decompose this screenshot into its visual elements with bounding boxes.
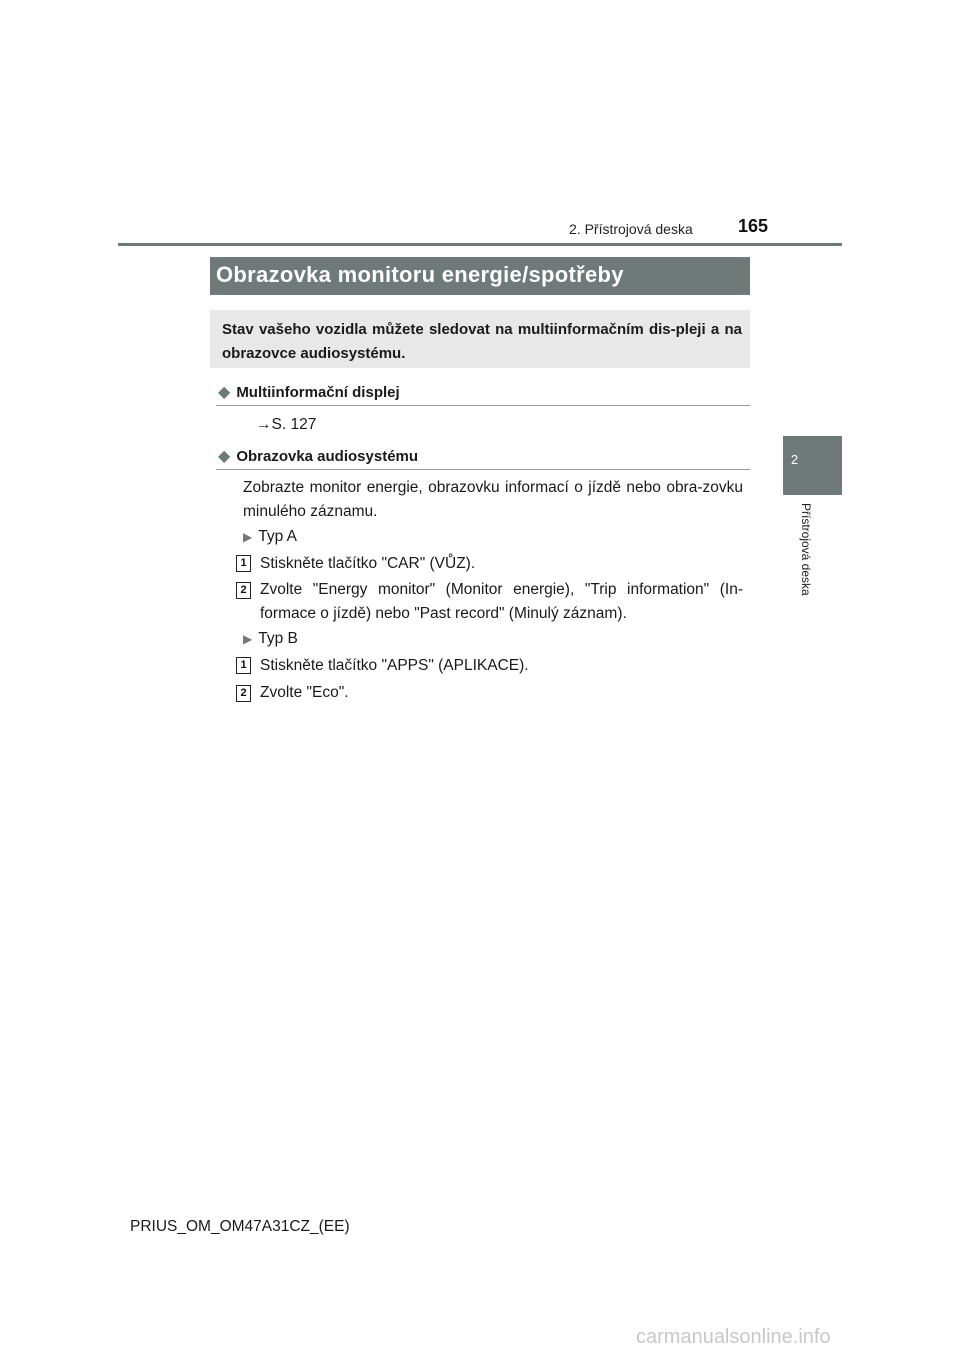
- chapter-side-label: [799, 503, 813, 633]
- step-number-badge: 2: [236, 582, 251, 599]
- page-reference[interactable]: [256, 413, 316, 437]
- intro-text: Stav vašeho vozidla můžete sledovat na multiinformačním dis-pleji a na obrazovce audiosystému.: [222, 321, 742, 362]
- step-text: Zvolte "Energy monitor" (Monitor energie), "Trip information" (In-formace o jízdě) nebo "Past record" (Minulý záznam).: [260, 581, 743, 622]
- right-arrow-icon: →: [256, 416, 272, 433]
- document-code-footer: PRIUS_OM_OM47A31CZ_(EE): [130, 1218, 350, 1235]
- type-label-text: Typ B: [258, 630, 298, 647]
- triangle-bullet-icon: ▶: [243, 632, 253, 646]
- watermark: carmanualsonline.info: [636, 1326, 831, 1348]
- section-heading-text: Obrazovka audiosystému: [236, 448, 419, 465]
- type-label-text: Typ A: [258, 528, 298, 545]
- section-heading-text: Multiinformační displej: [236, 384, 400, 401]
- triangle-bullet-icon: ▶: [243, 530, 253, 544]
- step-number-badge: 1: [236, 657, 251, 674]
- section-description: Zobrazte monitor energie, obrazovku informací o jízdě nebo obra-zovku minulého záznamu.: [243, 479, 743, 520]
- step-number-badge: 1: [236, 555, 251, 572]
- type-a-label: [243, 525, 297, 549]
- page-title: Obrazovka monitoru energie/spotřeby: [216, 262, 624, 287]
- diamond-bullet-icon: ◆: [218, 384, 231, 401]
- section-divider: [216, 405, 750, 406]
- chapter-side-label-text: Přístrojová deska: [799, 503, 813, 596]
- page-reference-text: S. 127: [271, 416, 317, 433]
- page-number: 165: [738, 216, 769, 236]
- step-text: Stiskněte tlačítko "APPS" (APLIKACE).: [260, 657, 529, 674]
- section-divider: [216, 469, 750, 470]
- chapter-tab-number: 2: [790, 452, 799, 467]
- type-b-label: [243, 627, 298, 651]
- step-number-badge: 2: [236, 685, 251, 702]
- diamond-bullet-icon: ◆: [218, 448, 231, 465]
- step-text: Stiskněte tlačítko "CAR" (VŮZ).: [260, 555, 476, 572]
- section-heading-audio: [218, 446, 418, 466]
- section-heading-multiinfo: [218, 382, 400, 402]
- step-text: Zvolte "Eco".: [260, 684, 349, 701]
- header-divider: [118, 243, 842, 246]
- header-section-title: 2. Přístrojová deska: [569, 221, 693, 237]
